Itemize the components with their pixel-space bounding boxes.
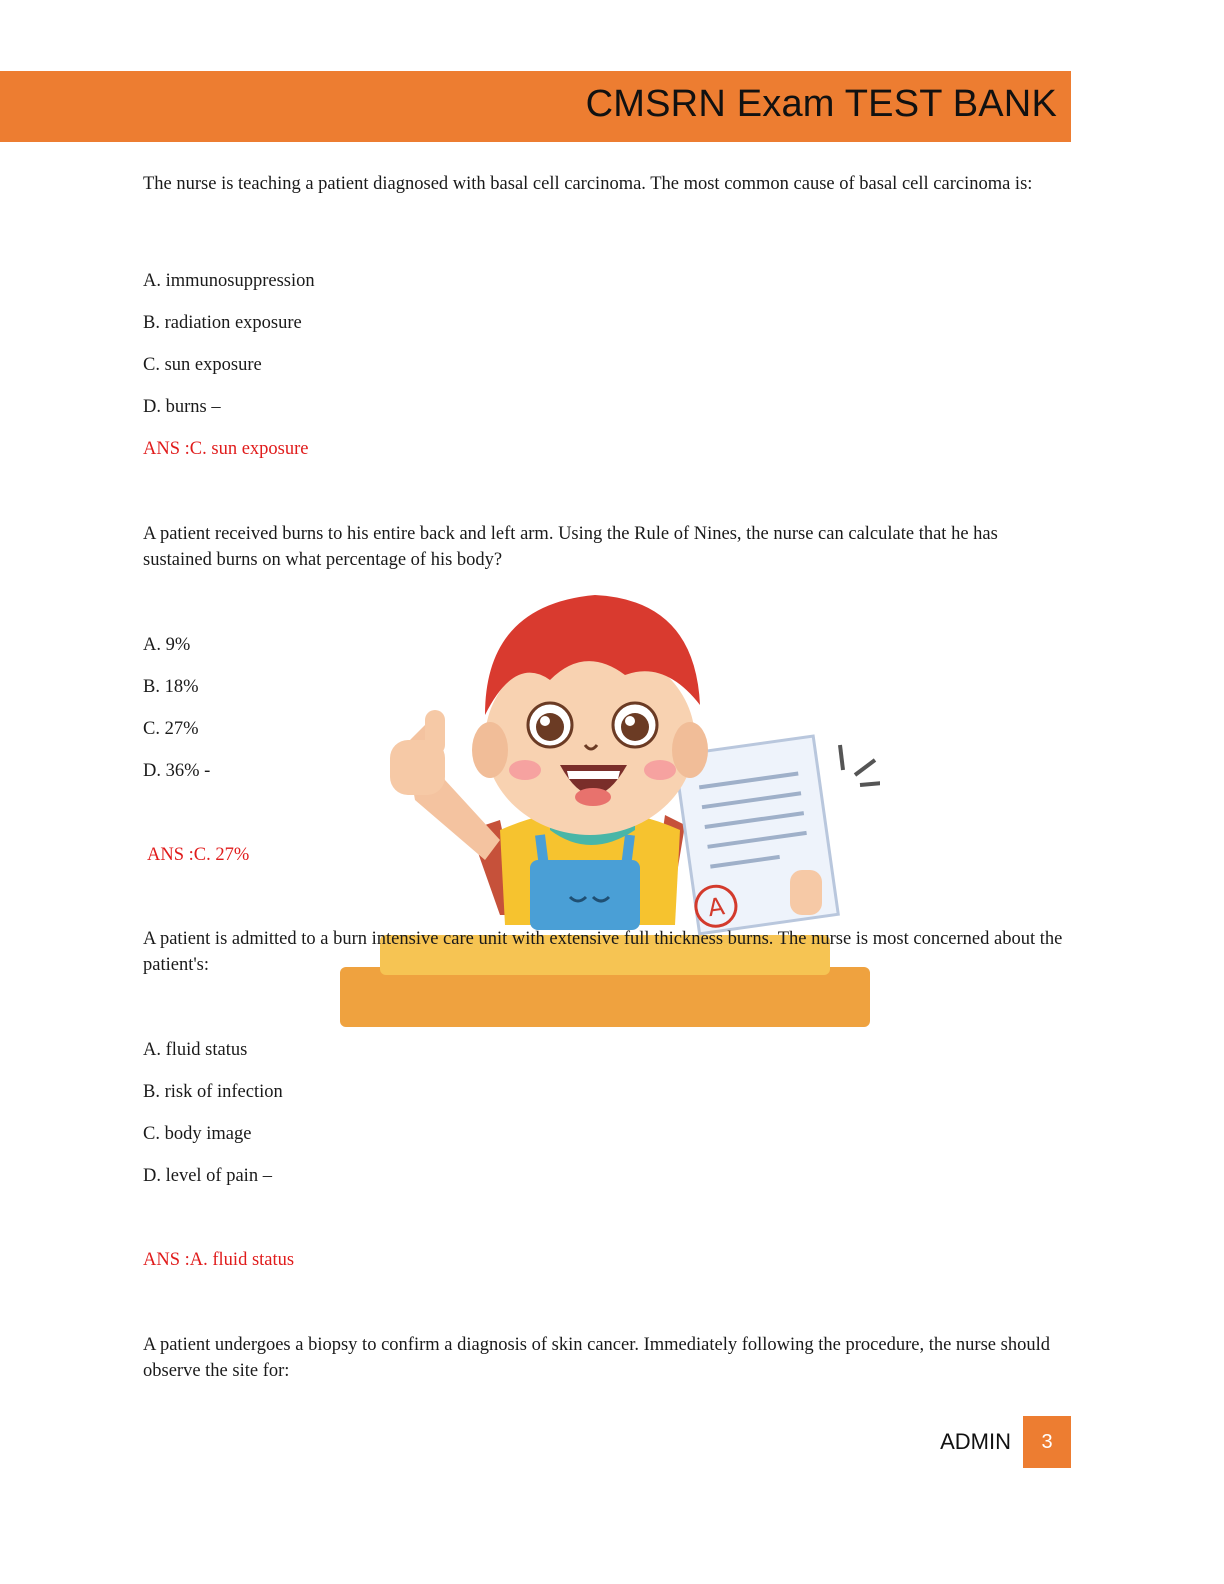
question-1-option-b: B. radiation exposure [143,313,302,333]
question-2-option-c: C. 27% [143,719,199,739]
question-1-answer: ANS :C. sun exposure [143,439,309,459]
question-3-text: A patient is admitted to a burn intensive care unit with extensive full thickness burns. The nurse is most concerned about the patient's: [143,929,1063,975]
page-number: 3 [1023,1416,1071,1468]
question-2-option-b: B. 18% [143,677,199,697]
question-3-option-a: A. fluid status [143,1040,248,1060]
question-3-option-d: D. level of pain – [143,1166,272,1186]
question-3-option-c: C. body image [143,1124,252,1144]
question-4-text: A patient undergoes a biopsy to confirm a diagnosis of skin cancer. Immediately following the procedure, the nurse should observe the site for: [143,1335,1050,1381]
question-2-text: A patient received burns to his entire back and left arm. Using the Rule of Nines, the nurse can calculate that he has sustained burns on what percentage of his body? [143,524,998,570]
question-2-answer: ANS :C. 27% [147,845,250,865]
svg-text:A: A [706,892,727,923]
question-1-option-d: D. burns – [143,397,221,417]
header-band [0,71,1071,142]
footer-label: ADMIN [940,1429,1011,1454]
page-footer [930,1416,1071,1468]
question-list [143,171,1063,1384]
question-1-text: The nurse is teaching a patient diagnosed with basal cell carcinoma. The most common cause of basal cell carcinoma is: [143,174,1033,194]
document-title: CMSRN Exam TEST BANK [585,83,1057,125]
question-3-option-b: B. risk of infection [143,1082,283,1102]
question-3-answer: ANS :A. fluid status [143,1250,295,1270]
question-1-option-c: C. sun exposure [143,355,262,375]
question-1-option-a: A. immunosuppression [143,271,315,291]
question-2-option-d: D. 36% - [143,761,211,781]
question-2-option-a: A. 9% [143,635,191,655]
